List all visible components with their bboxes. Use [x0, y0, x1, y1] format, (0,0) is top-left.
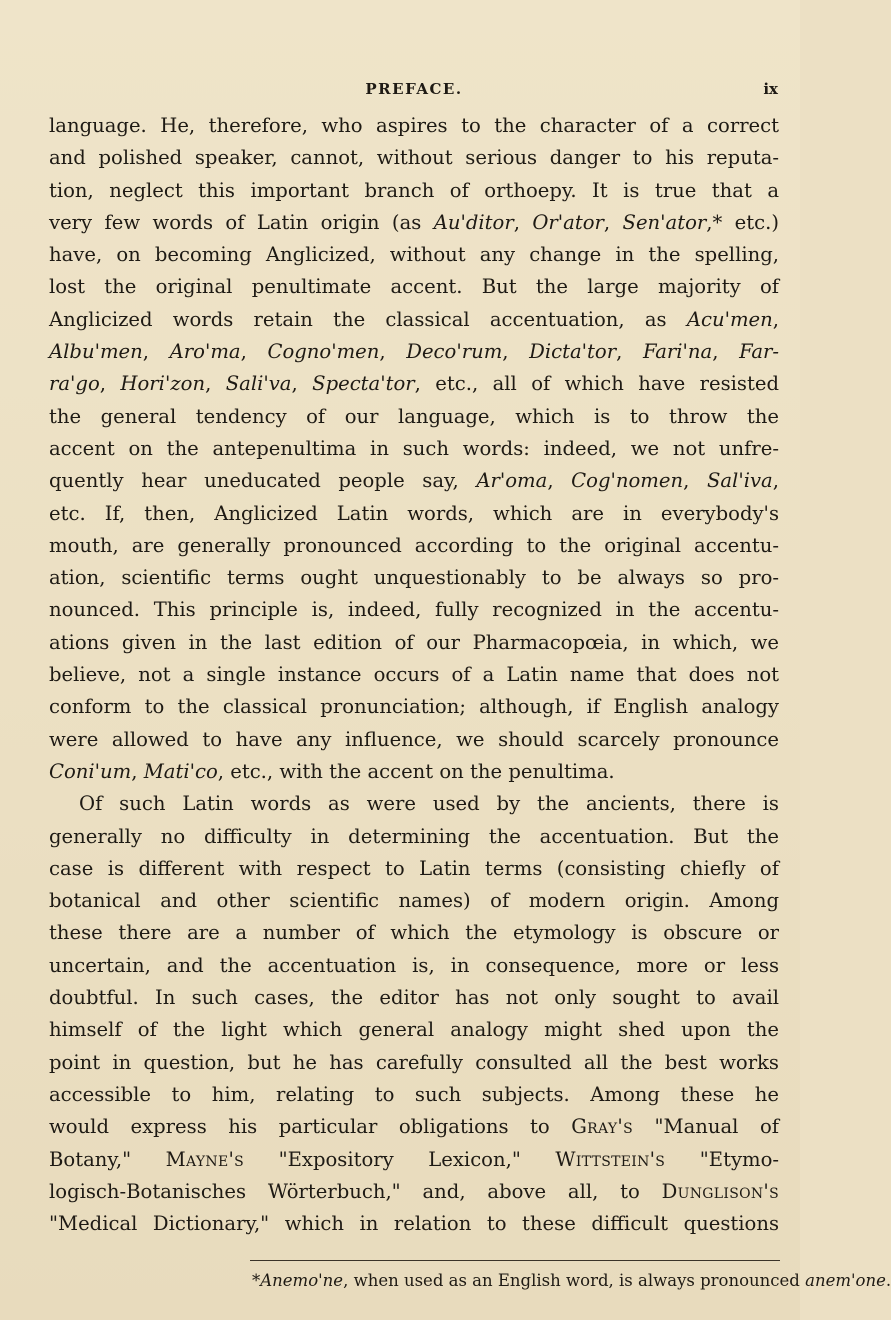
footnote: *Anemo'ne, when used as an English word, is always pronounced anem'one. [252, 1271, 891, 1290]
body-text [49, 110, 779, 1240]
text-line: ation, scientific terms ought unquestionably to be always so pro- [49, 566, 779, 590]
text-line: uncertain, and the accentuation is, in consequence, more or less [49, 953, 779, 977]
text-line: Coni'um, Mati'co, etc., with the accent on the penultima. [49, 759, 615, 783]
text-line: and polished speaker, cannot, without serious danger to his reputa- [49, 146, 779, 170]
text-line: nounced. This principle is, indeed, fully recognized in the accentu- [49, 598, 779, 622]
running-title: PREFACE. [365, 80, 463, 98]
text-line: botanical and other scientific names) of modern origin. Among [49, 889, 779, 913]
text-line: Anglicized words retain the classical accentuation, as Acu'men, [49, 307, 779, 331]
text-line: would express his particular obligations to Gray's "Manual of [49, 1115, 779, 1139]
text-line: etc. If, then, Anglicized Latin words, which are in everybody's [49, 501, 779, 525]
text-line: doubtful. In such cases, the editor has not only sought to avail [49, 986, 779, 1010]
text-line: logisch-Botanisches Wörterbuch," and, above all, to Dunglison's [49, 1179, 779, 1203]
text-line: believe, not a single instance occurs of a Latin name that does not [49, 663, 779, 687]
text-line: case is different with respect to Latin terms (consisting chiefly of [49, 856, 779, 880]
text-line: Of such Latin words as were used by the ancients, there is [79, 792, 779, 816]
page-number: ix [763, 80, 778, 98]
text-line: have, on becoming Anglicized, without any change in the spelling, [49, 243, 779, 267]
footnote-rule [250, 1260, 780, 1261]
text-line: very few words of Latin origin (as Au'ditor, Or'ator, Sen'ator,* etc.) [49, 210, 779, 234]
text-line: lost the original penultimate accent. But the large majority of [49, 275, 779, 299]
text-line: ations given in the last edition of our Pharmacopœia, in which, we [49, 630, 779, 654]
running-head [50, 76, 778, 100]
text-line: quently hear uneducated people say, Ar'oma, Cog'nomen, Sal'iva, [49, 469, 779, 493]
text-line: "Medical Dictionary," which in relation to these difficult questions [49, 1212, 779, 1236]
text-line: point in question, but he has carefully consulted all the best works [49, 1050, 779, 1074]
text-line: were allowed to have any influence, we should scarcely pronounce [49, 727, 779, 751]
text-line: ra'go, Hori'zon, Sali'va, Specta'tor, etc., all of which have resisted [49, 372, 780, 396]
text-line: accessible to him, relating to such subjects. Among these he [49, 1082, 779, 1106]
text-line: Albu'men, Aro'ma, Cogno'men, Deco'rum, Dicta'tor, Fari'na, Far- [49, 340, 780, 364]
text-line: himself of the light which general analogy might shed upon the [49, 1018, 779, 1042]
text-line: conform to the classical pronunciation; although, if English analogy [49, 695, 779, 719]
text-line: generally no difficulty in determining the accentuation. But the [49, 824, 779, 848]
text-line: the general tendency of our language, which is to throw the [49, 404, 779, 428]
text-line: language. He, therefore, who aspires to the character of a correct [49, 114, 779, 137]
text-line: Botany," Mayne's "Expository Lexicon," Wittstein's "Etymo- [49, 1147, 780, 1171]
text-line: mouth, are generally pronounced according to the original accentu- [49, 533, 779, 557]
text-line: these there are a number of which the etymology is obscure or [49, 921, 779, 945]
text-line: tion, neglect this important branch of orthoepy. It is true that a [49, 178, 779, 202]
text-line: accent on the antepenultima in such words: indeed, we not unfre- [49, 436, 779, 460]
